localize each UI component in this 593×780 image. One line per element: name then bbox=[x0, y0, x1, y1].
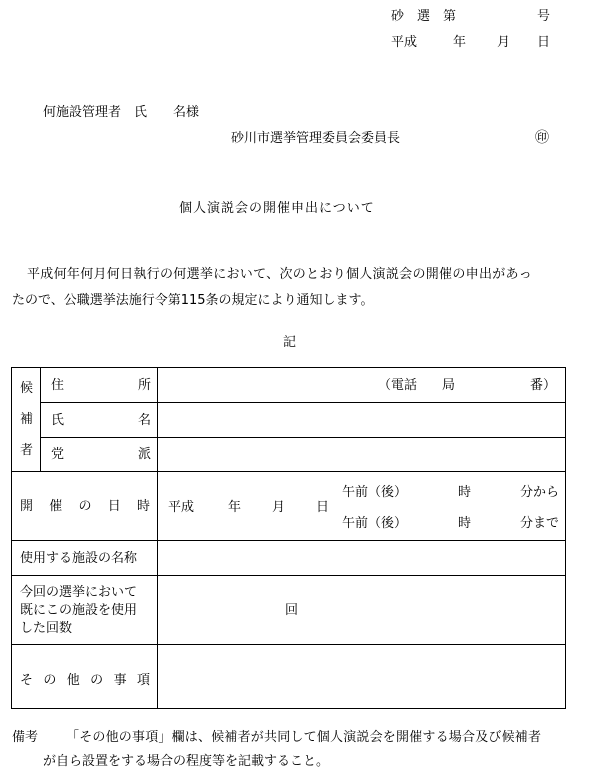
row-line-3 bbox=[12, 471, 565, 472]
start-ampm: 午前（後） bbox=[342, 485, 408, 500]
count-label-line-1: 今回の選挙において bbox=[20, 585, 138, 600]
candidate-label-char-3: 者 bbox=[20, 443, 34, 458]
row-line-1 bbox=[40, 402, 565, 403]
label-value-divider bbox=[157, 368, 158, 708]
event-date-day: 日 bbox=[316, 500, 330, 515]
count-label-line-2: 既にこの施設を使用 bbox=[20, 603, 138, 618]
name-label-2: 名 bbox=[137, 413, 151, 428]
date-era: 平成 bbox=[391, 35, 418, 50]
body-line-2: たので、公職選挙法施行令第115条の規定により通知します。 bbox=[12, 293, 374, 308]
other-label-3: 他 bbox=[66, 673, 80, 688]
sender-line: 砂川市選挙管理委員会委員長 bbox=[231, 131, 401, 146]
other-label-1: そ bbox=[20, 673, 34, 688]
seal-mark: ㊞ bbox=[535, 130, 549, 146]
phone-exchange: 局 bbox=[442, 378, 456, 393]
date-month: 月 bbox=[497, 35, 511, 50]
datetime-label-4: 日 bbox=[107, 499, 121, 514]
details-table bbox=[11, 367, 566, 709]
address-label-2: 所 bbox=[137, 378, 151, 393]
body-line-1: 平成何年何月何日執行の何選挙において、次のとおり個人演説会の開催の申出があっ bbox=[27, 267, 533, 282]
other-label-5: 事 bbox=[113, 673, 127, 688]
remarks-line-1: 「その他の事項」欄は、候補者が共同して個人演説会を開催する場合及び候補者 bbox=[66, 730, 542, 745]
phone-label: （電話 bbox=[378, 378, 418, 393]
other-label-2: の bbox=[43, 673, 57, 688]
date-year: 年 bbox=[453, 35, 467, 50]
datetime-label-1: 開 bbox=[20, 499, 34, 514]
row-line-6 bbox=[12, 644, 565, 645]
name-label bbox=[51, 414, 151, 427]
phone-number: 番） bbox=[530, 378, 557, 393]
number-prefix-3: 第 bbox=[443, 9, 457, 24]
other-label bbox=[20, 674, 150, 687]
date-day: 日 bbox=[537, 35, 551, 50]
ki-heading: 記 bbox=[283, 335, 297, 350]
party-label bbox=[51, 448, 151, 461]
address-label-1: 住 bbox=[51, 378, 65, 393]
number-prefix-1: 砂 bbox=[391, 9, 405, 24]
remarks-label: 備考 bbox=[12, 730, 39, 745]
start-hour: 時 bbox=[458, 485, 472, 500]
other-label-6: 項 bbox=[136, 673, 150, 688]
row-line-5 bbox=[12, 575, 565, 576]
party-label-2: 派 bbox=[137, 447, 151, 462]
datetime-label-5: 時 bbox=[136, 499, 150, 514]
address-label bbox=[51, 379, 151, 392]
remarks-line-2: が自ら設置をする場合の程度等を記載すること。 bbox=[43, 754, 330, 769]
row-line-2 bbox=[40, 437, 565, 438]
recipient-line: 何施設管理者 氏 名様 bbox=[43, 105, 200, 120]
party-label-1: 党 bbox=[51, 447, 65, 462]
row-line-4 bbox=[12, 540, 565, 541]
datetime-label-2: 催 bbox=[49, 499, 63, 514]
event-date-year: 年 bbox=[228, 500, 242, 515]
datetime-label bbox=[20, 500, 150, 513]
candidate-label-char-1: 候 bbox=[20, 381, 34, 396]
end-minute: 分まで bbox=[520, 516, 560, 531]
datetime-label-3: の bbox=[78, 499, 92, 514]
count-unit: 回 bbox=[285, 603, 299, 618]
name-label-1: 氏 bbox=[51, 413, 65, 428]
count-label-line-3: した回数 bbox=[20, 621, 73, 636]
number-prefix-2: 選 bbox=[417, 9, 431, 24]
number-suffix: 号 bbox=[537, 9, 551, 24]
event-date-month: 月 bbox=[272, 500, 286, 515]
end-ampm: 午前（後） bbox=[342, 516, 408, 531]
document-title: 個人演説会の開催申出について bbox=[179, 201, 375, 216]
event-date-era: 平成 bbox=[168, 500, 195, 515]
facility-label: 使用する施設の名称 bbox=[20, 551, 138, 566]
start-minute: 分から bbox=[520, 485, 560, 500]
candidate-label-char-2: 補 bbox=[20, 412, 34, 427]
end-hour: 時 bbox=[458, 516, 472, 531]
candidate-divider bbox=[40, 368, 41, 471]
other-label-4: の bbox=[90, 673, 104, 688]
